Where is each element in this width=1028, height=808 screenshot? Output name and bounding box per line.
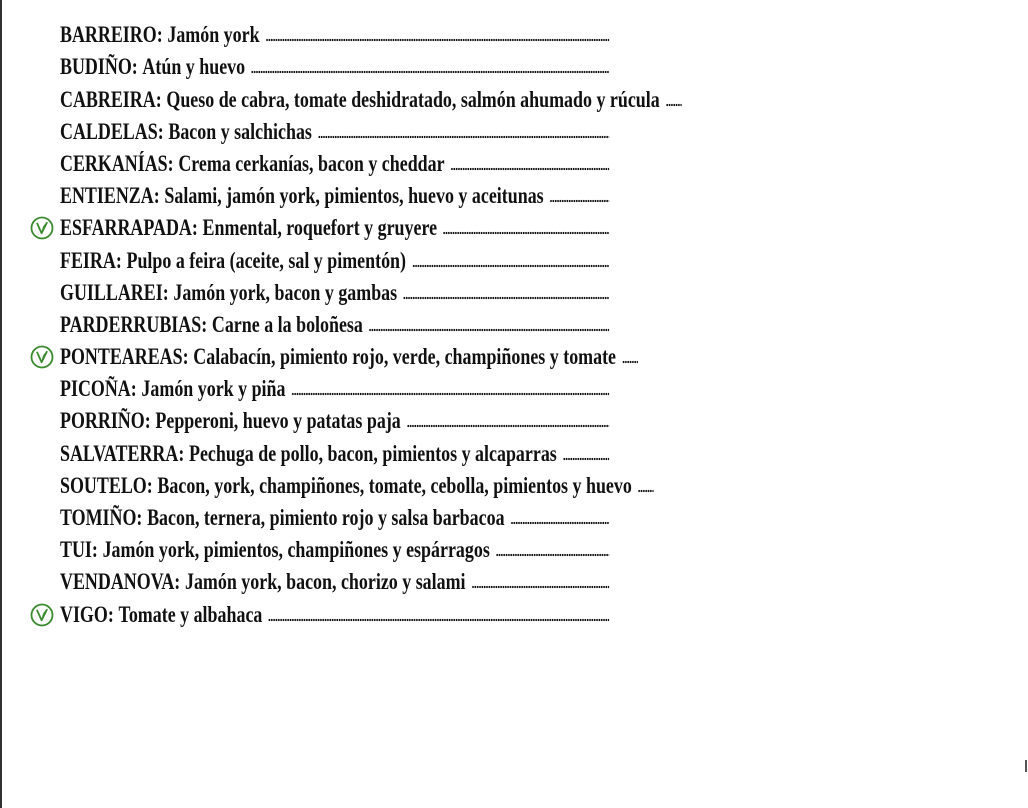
menu-item-separator: : (136, 505, 143, 530)
menu-item-name: BARREIRO (60, 22, 157, 48)
menu-item-description: Bacon, york, champiñones, tomate, cebolla, pimientos y huevo (157, 472, 632, 498)
dot-leader (403, 296, 609, 300)
menu-item-name: SOUTELO (60, 472, 147, 498)
menu-item-description: Jamón york, pimientos, champiñones y espárragos (102, 537, 490, 563)
menu-item-text (60, 344, 638, 370)
menu-item-text (60, 537, 609, 563)
menu-item-name: PARDERRUBIAS (60, 311, 202, 337)
menu-item-description: Salami, jamón york, pimientos, huevo y aceitunas (164, 183, 544, 209)
menu-item-separator: : (178, 440, 185, 466)
dot-leader (666, 103, 682, 107)
menu-item-description: Pulpo a feira (aceite, sal y pimentón) (126, 247, 407, 273)
menu-item-name: BUDIÑO (60, 54, 132, 80)
menu-item-separator: : (156, 22, 163, 48)
menu-item-separator: : (167, 150, 174, 176)
menu-item-name: ESFARRAPADA (60, 215, 192, 241)
menu-item-name: GUILLAREI (60, 279, 163, 305)
menu-item-parderrubias (30, 310, 764, 342)
menu-item-vendanova (30, 567, 764, 599)
menu-item-name: FEIRA (60, 247, 116, 273)
dot-leader (318, 135, 609, 139)
menu-item-separator: : (155, 86, 162, 112)
dot-leader (550, 199, 609, 203)
dot-leader (563, 457, 609, 461)
menu-item-description: Jamón york, bacon, chorizo y salami (184, 569, 466, 595)
dot-leader (622, 360, 638, 364)
menu-item-text (60, 312, 609, 338)
dot-leader (443, 231, 609, 235)
menu-item-description: Queso de cabra, tomate deshidratado, salmón ahumado y rúcula (166, 86, 660, 112)
menu-item-name: PICOÑA (60, 376, 131, 402)
menu-item-text (60, 602, 609, 628)
menu-item-name: CERKANÍAS (60, 150, 168, 176)
menu-item-name: PONTEAREAS (60, 344, 183, 370)
menu-item-separator: : (174, 569, 181, 595)
menu-item-separator: : (115, 247, 122, 273)
menu-item-separator: : (153, 183, 160, 209)
menu-item-entienza (30, 181, 764, 213)
dot-leader (496, 553, 609, 557)
menu-item-text (60, 215, 609, 241)
menu-item-description: Calabacín, pimiento rojo, verde, champiñones y tomate (193, 344, 617, 370)
menu-item-caldelas (30, 117, 764, 149)
menu-item-name: CABREIRA (60, 86, 156, 112)
menu-item-separator: : (182, 344, 189, 370)
vegetarian-leaf-icon (30, 345, 54, 369)
menu-item-text (60, 280, 609, 306)
dot-leader (638, 489, 654, 493)
menu-item-barreiro (30, 20, 764, 52)
menu-item-text (60, 87, 682, 113)
menu-item-text (60, 119, 609, 145)
menu-item-name: VENDANOVA (60, 569, 175, 595)
page-border-mark (1025, 760, 1027, 772)
menu-item-soutelo (30, 471, 764, 503)
menu-item-text (60, 151, 609, 177)
menu-item-description: Pechuga de pollo, bacon, pimientos y alcaparras (188, 440, 557, 466)
menu-item-separator: : (201, 311, 208, 337)
menu-item-cabreira (30, 84, 764, 116)
dot-leader (412, 264, 609, 268)
menu-item-separator: : (130, 376, 137, 402)
menu-item-feira (30, 245, 764, 277)
menu-item-tui (30, 535, 764, 567)
menu-item-esfarrapada (30, 213, 764, 245)
menu-item-name: SALVATERRA (60, 440, 179, 466)
menu-item-text (60, 441, 609, 467)
menu-item-porriño (30, 406, 764, 438)
menu-list (30, 20, 764, 632)
menu-item-description: Tomate y albahaca (118, 601, 263, 627)
menu-item-vigo (30, 599, 764, 631)
menu-item-separator: : (131, 54, 138, 80)
menu-item-description: Pepperoni, huevo y patatas paja (155, 408, 401, 434)
page-border-left (0, 0, 2, 808)
menu-item-text (60, 22, 609, 48)
menu-item-salvaterra (30, 438, 764, 470)
menu-item-text (60, 376, 609, 402)
menu-item-description: Enmental, roquefort y gruyere (202, 215, 438, 241)
menu-item-name: VIGO (60, 601, 108, 627)
menu-item-text (60, 505, 609, 531)
dot-leader (266, 38, 609, 42)
dot-leader (511, 521, 609, 525)
menu-item-description: Jamón york (167, 22, 260, 48)
menu-item-separator: : (144, 408, 151, 434)
menu-item-description: Bacon y salchichas (168, 118, 312, 144)
menu-item-guillarei (30, 278, 764, 310)
vegetarian-leaf-icon (30, 603, 54, 627)
menu-item-description: Crema cerkanías, bacon y cheddar (178, 150, 445, 176)
dot-leader (407, 424, 609, 428)
menu-item-budiño (30, 52, 764, 84)
menu-item-text (60, 54, 609, 80)
dot-leader (251, 70, 609, 74)
menu-item-separator: : (157, 118, 164, 144)
menu-item-separator: : (191, 215, 198, 241)
menu-item-separator: : (107, 601, 114, 627)
menu-item-separator: : (91, 537, 98, 563)
menu-item-name: ENTIENZA (60, 183, 154, 209)
menu-item-picoña (30, 374, 764, 406)
menu-item-description: Atún y huevo (142, 54, 246, 80)
menu-item-text (60, 569, 609, 595)
menu-item-name: TOMIÑO (60, 505, 137, 530)
menu-item-description: Bacon, ternera, pimiento rojo y salsa barbacoa (147, 505, 505, 530)
menu-item-ponteareas (30, 342, 764, 374)
dot-leader (269, 618, 609, 622)
dot-leader (369, 328, 609, 332)
dot-leader (451, 167, 609, 171)
menu-item-text (60, 248, 609, 274)
dot-leader (292, 392, 609, 396)
menu-item-text (60, 183, 609, 209)
menu-item-description: Jamón york, bacon y gambas (173, 279, 398, 305)
menu-item-name: TUI (60, 537, 92, 563)
menu-item-name: CALDELAS (60, 118, 158, 144)
vegetarian-leaf-icon (30, 216, 54, 240)
menu-item-text (60, 408, 609, 434)
menu-item-cerkanías (30, 149, 764, 181)
menu-item-description: Jamón york y piña (141, 376, 286, 402)
menu-item-description: Carne a la boloñesa (211, 311, 363, 337)
menu-item-separator: : (162, 279, 169, 305)
menu-item-name: PORRIÑO (60, 408, 145, 434)
menu-item-separator: : (146, 472, 153, 498)
menu-item-text (60, 473, 654, 499)
menu-item-tomiño (30, 503, 764, 535)
dot-leader (472, 585, 609, 589)
